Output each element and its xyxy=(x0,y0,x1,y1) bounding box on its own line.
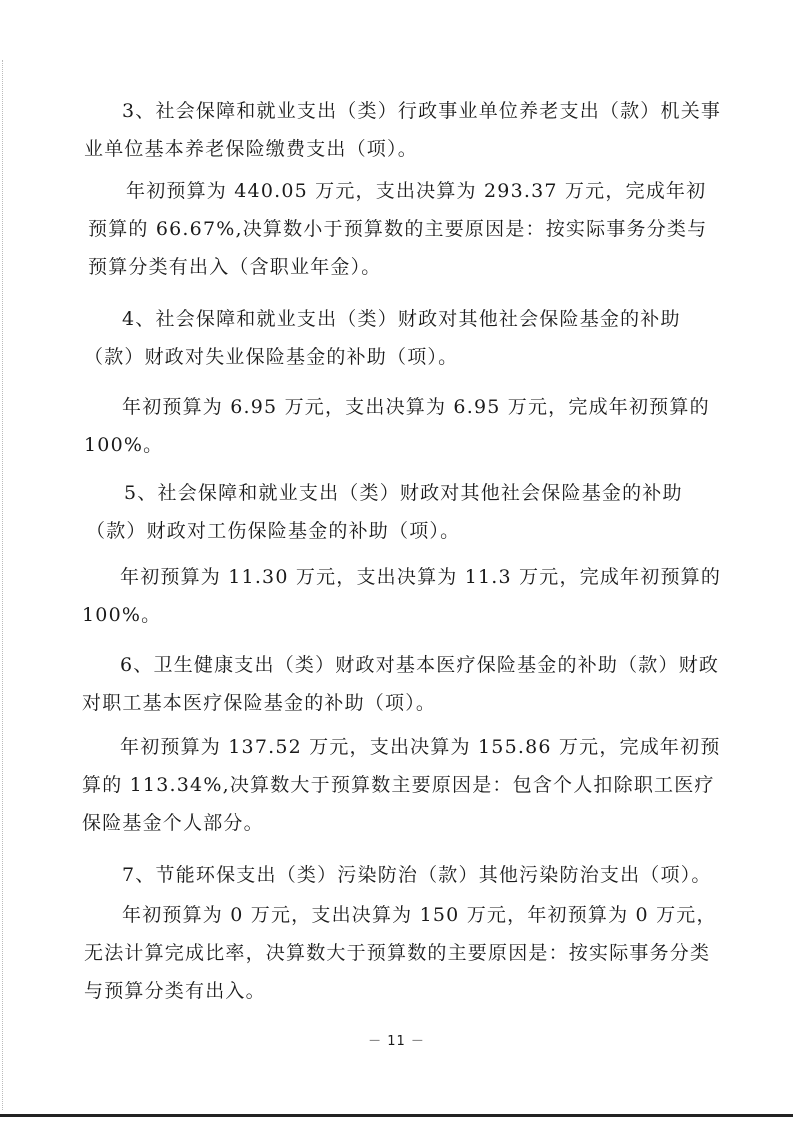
section-4-heading: 4、社会保障和就业支出（类）财政对其他社会保险基金的补助（款）财政对失业保险基金的补助（项）。 xyxy=(84,308,681,368)
section-6-body: 年初预算为 137.52 万元，支出决算为 155.86 万元，完成年初预算的 113.34%,决算数大于预算数主要原因是：包含个人扣除职工医疗保险基金个人部分。 xyxy=(82,736,721,834)
section-3-heading: 3、社会保障和就业支出（类）行政事业单位养老支出（款）机关事业单位基本养老保险缴费支出（项）。 xyxy=(84,100,722,160)
section-4-body: 年初预算为 6.95 万元，支出决算为 6.95 万元，完成年初预算的 100%。 xyxy=(84,396,710,456)
section-6-heading: 6、卫生健康支出（类）财政对基本医疗保险基金的补助（款）财政对职工基本医疗保险基金的补助（项）。 xyxy=(82,654,720,714)
section-5-body: 年初预算为 11.30 万元，支出决算为 11.3 万元，完成年初预算的 100%。 xyxy=(82,566,722,626)
section-7-heading: 7、节能环保支出（类）污染防治（款）其他污染防治支出（项）。 xyxy=(122,864,712,886)
scan-edge-mark xyxy=(2,60,4,1110)
section-7-body: 年初预算为 0 万元，支出决算为 150 万元，年初预算为 0 万元，无法计算完成比率，决算数大于预算数的主要原因是：按实际事务分类与预算分类有出入。 xyxy=(84,904,717,1002)
page-number: － 11 － xyxy=(368,1034,425,1049)
section-3-body: 年初预算为 440.05 万元，支出决算为 293.37 万元，完成年初预算的 66.67%,决算数小于预算数的主要原因是：按实际事务分类与预算分类有出入（含职业年金）。 xyxy=(88,180,708,278)
bottom-border xyxy=(0,1114,793,1117)
section-5-heading: 5、社会保障和就业支出（类）财政对其他社会保险基金的补助（款）财政对工伤保险基金的补助（项）。 xyxy=(86,482,683,542)
